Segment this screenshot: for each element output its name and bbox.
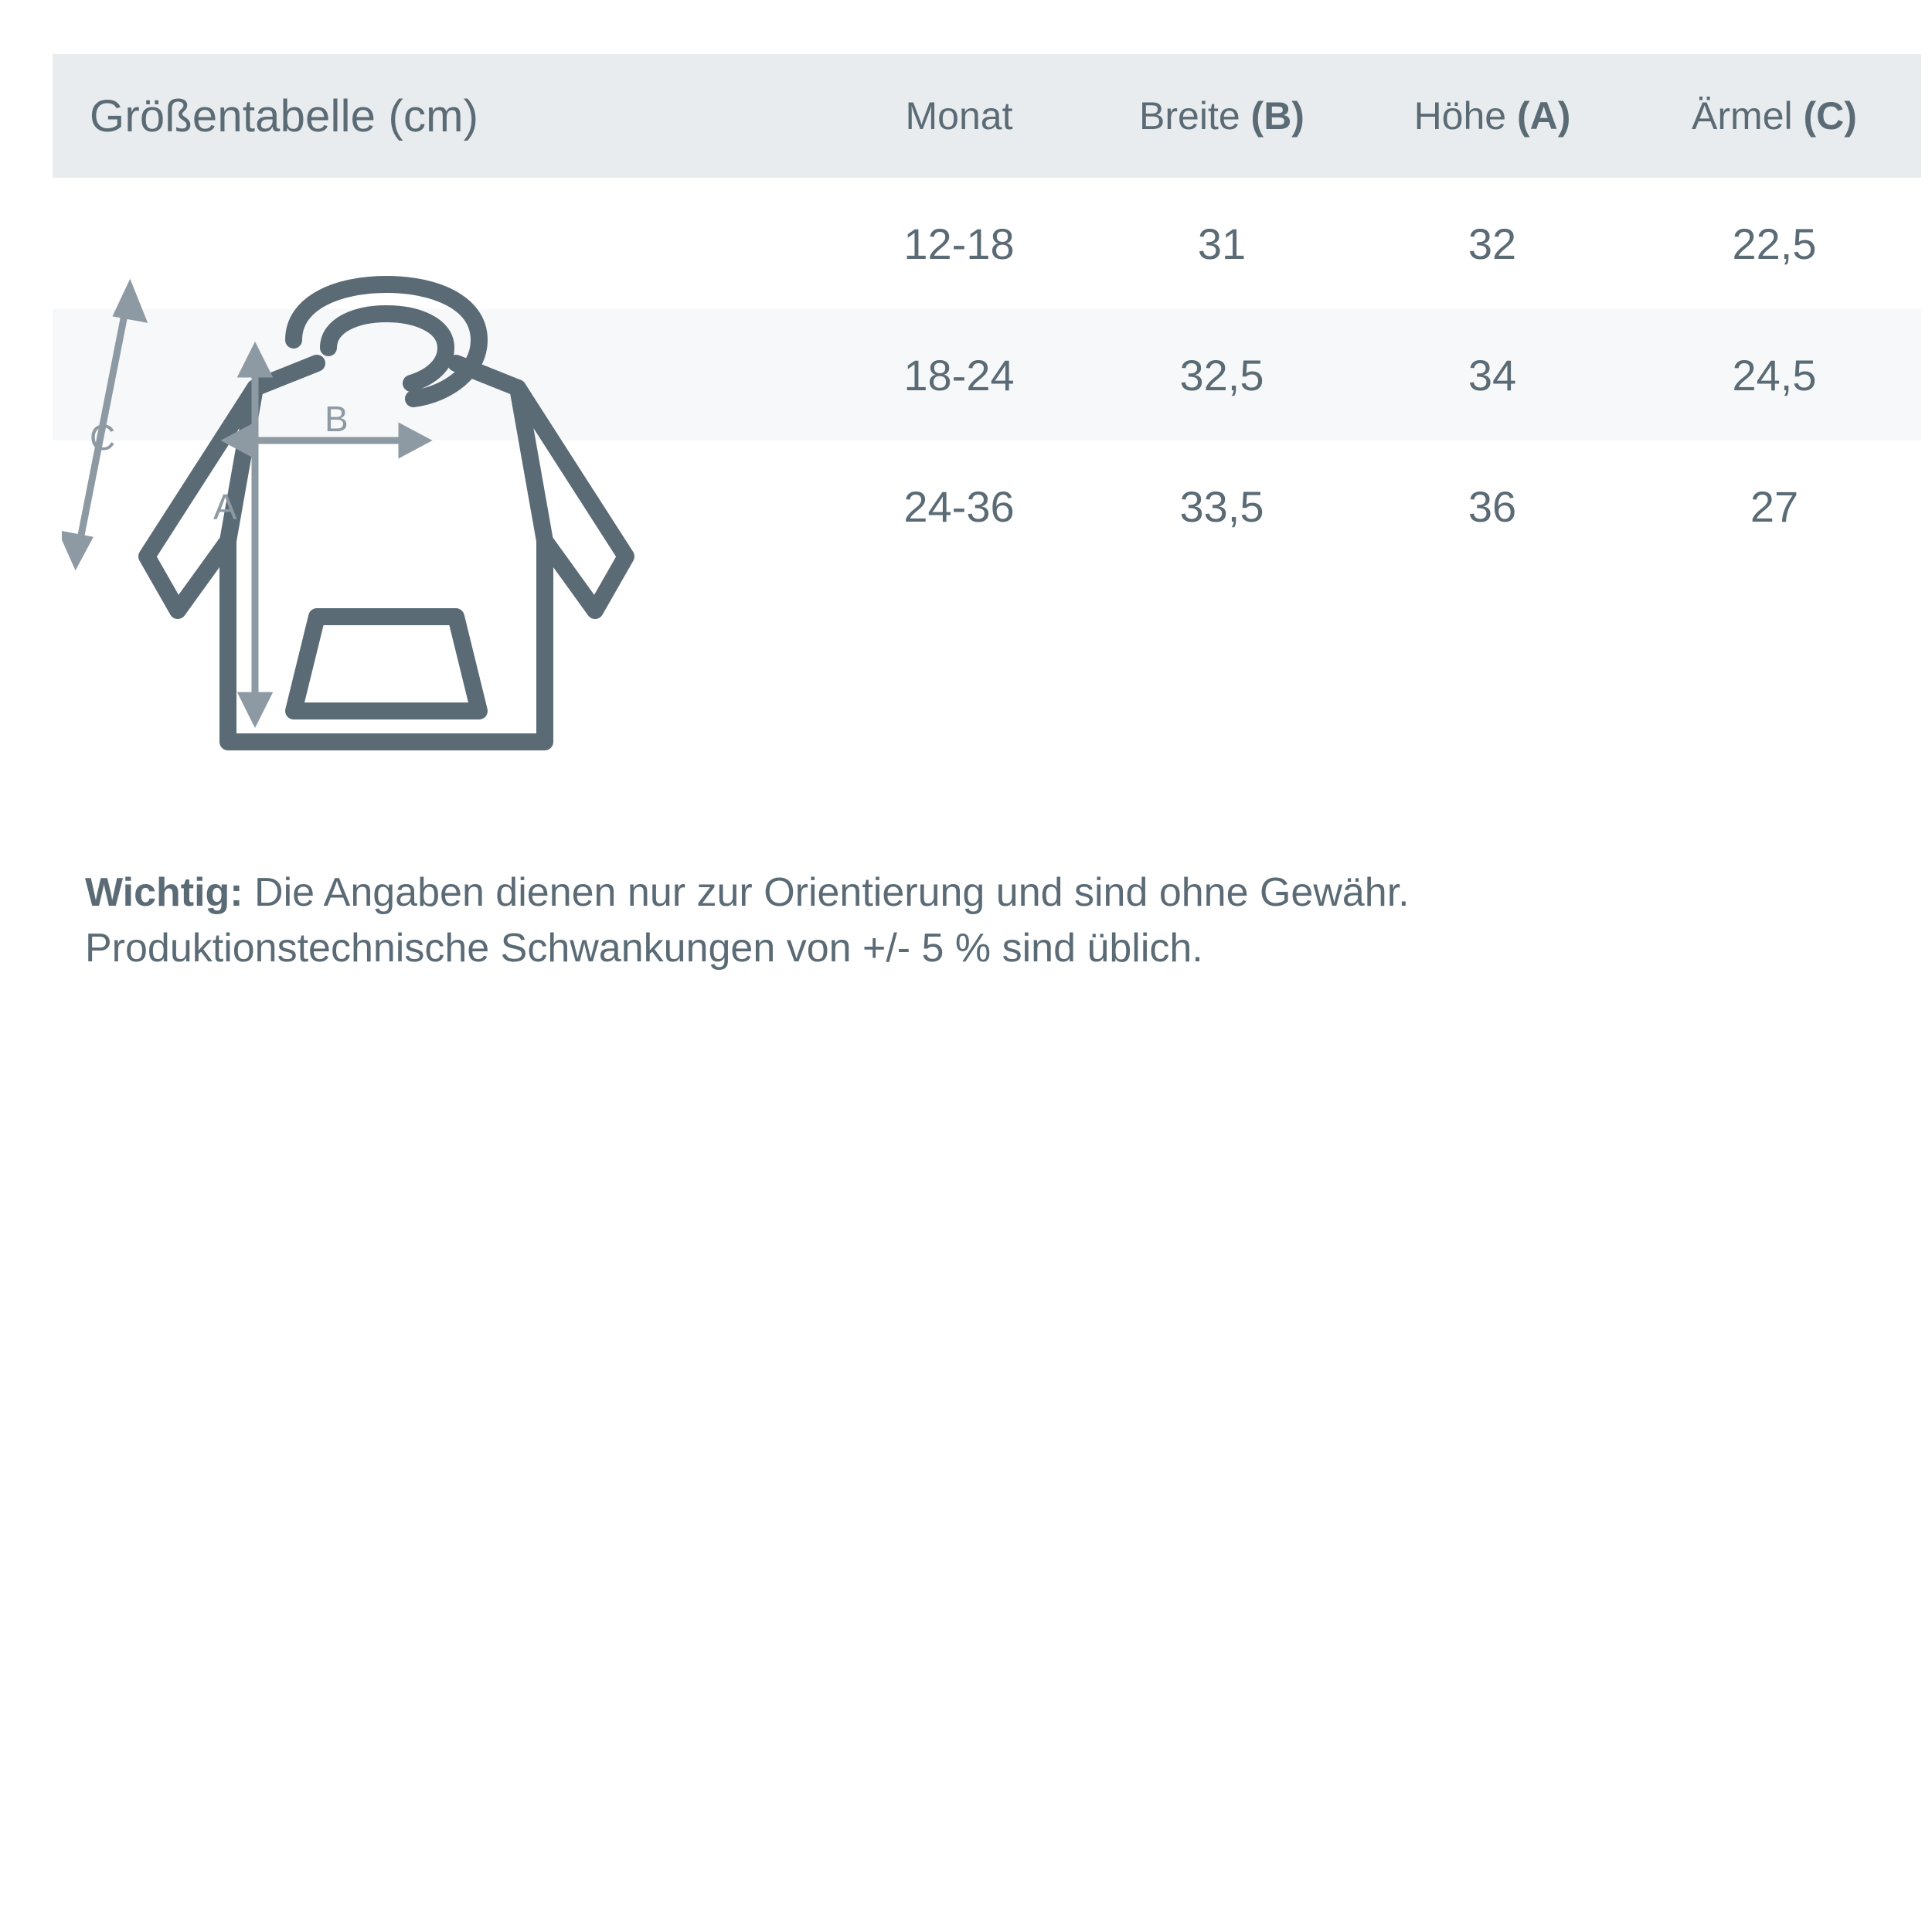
column-header-breite-label: Breite: [1139, 94, 1251, 138]
column-header-monat: [832, 54, 1087, 178]
cell-monat: 12-18: [903, 219, 1015, 268]
cell-hoehe: 34: [1468, 350, 1517, 400]
cell-aermel: 27: [1750, 481, 1799, 531]
cell-hoehe: 32: [1468, 219, 1517, 268]
cell-breite: 31: [1197, 219, 1247, 268]
column-header-aermel: [1628, 54, 1921, 178]
page-title: Größentabelle (cm): [90, 90, 479, 141]
hoodie-measurement-illustration: [62, 247, 757, 788]
column-header-breite: [1087, 54, 1357, 178]
column-header-aermel-key: (C): [1803, 94, 1857, 138]
column-header-hoehe: [1357, 54, 1628, 178]
cell-aermel: 24,5: [1732, 350, 1817, 400]
disclaimer-note: [85, 866, 1862, 977]
size-table-head: [53, 54, 1921, 178]
disclaimer-line-2: Produktionstechnische Schwankungen von +/- 5 % sind üblich.: [85, 925, 1203, 971]
disclaimer-bold-prefix: Wichtig:: [85, 870, 243, 915]
label-c: C: [90, 417, 116, 457]
cell-aermel: 22,5: [1732, 219, 1817, 268]
label-b: B: [325, 399, 349, 439]
column-header-hoehe-key: (A): [1517, 94, 1571, 138]
column-header-monat-label: Monat: [905, 94, 1013, 138]
table-header-row: [53, 54, 1921, 178]
cell-hoehe: 36: [1468, 481, 1517, 531]
cell-monat: 18-24: [903, 350, 1015, 400]
column-header-breite-key: (B): [1250, 94, 1304, 138]
cell-monat: 24-36: [903, 481, 1015, 531]
cell-breite: 33,5: [1179, 481, 1264, 531]
column-header-aermel-label: Ärmel: [1692, 94, 1804, 138]
disclaimer-line-1: Die Angaben dienen nur zur Orientierung und sind ohne Gewähr.: [243, 870, 1410, 915]
column-header-hoehe-label: Höhe: [1413, 94, 1517, 138]
cell-breite: 32,5: [1179, 350, 1264, 400]
label-a: A: [213, 487, 237, 527]
